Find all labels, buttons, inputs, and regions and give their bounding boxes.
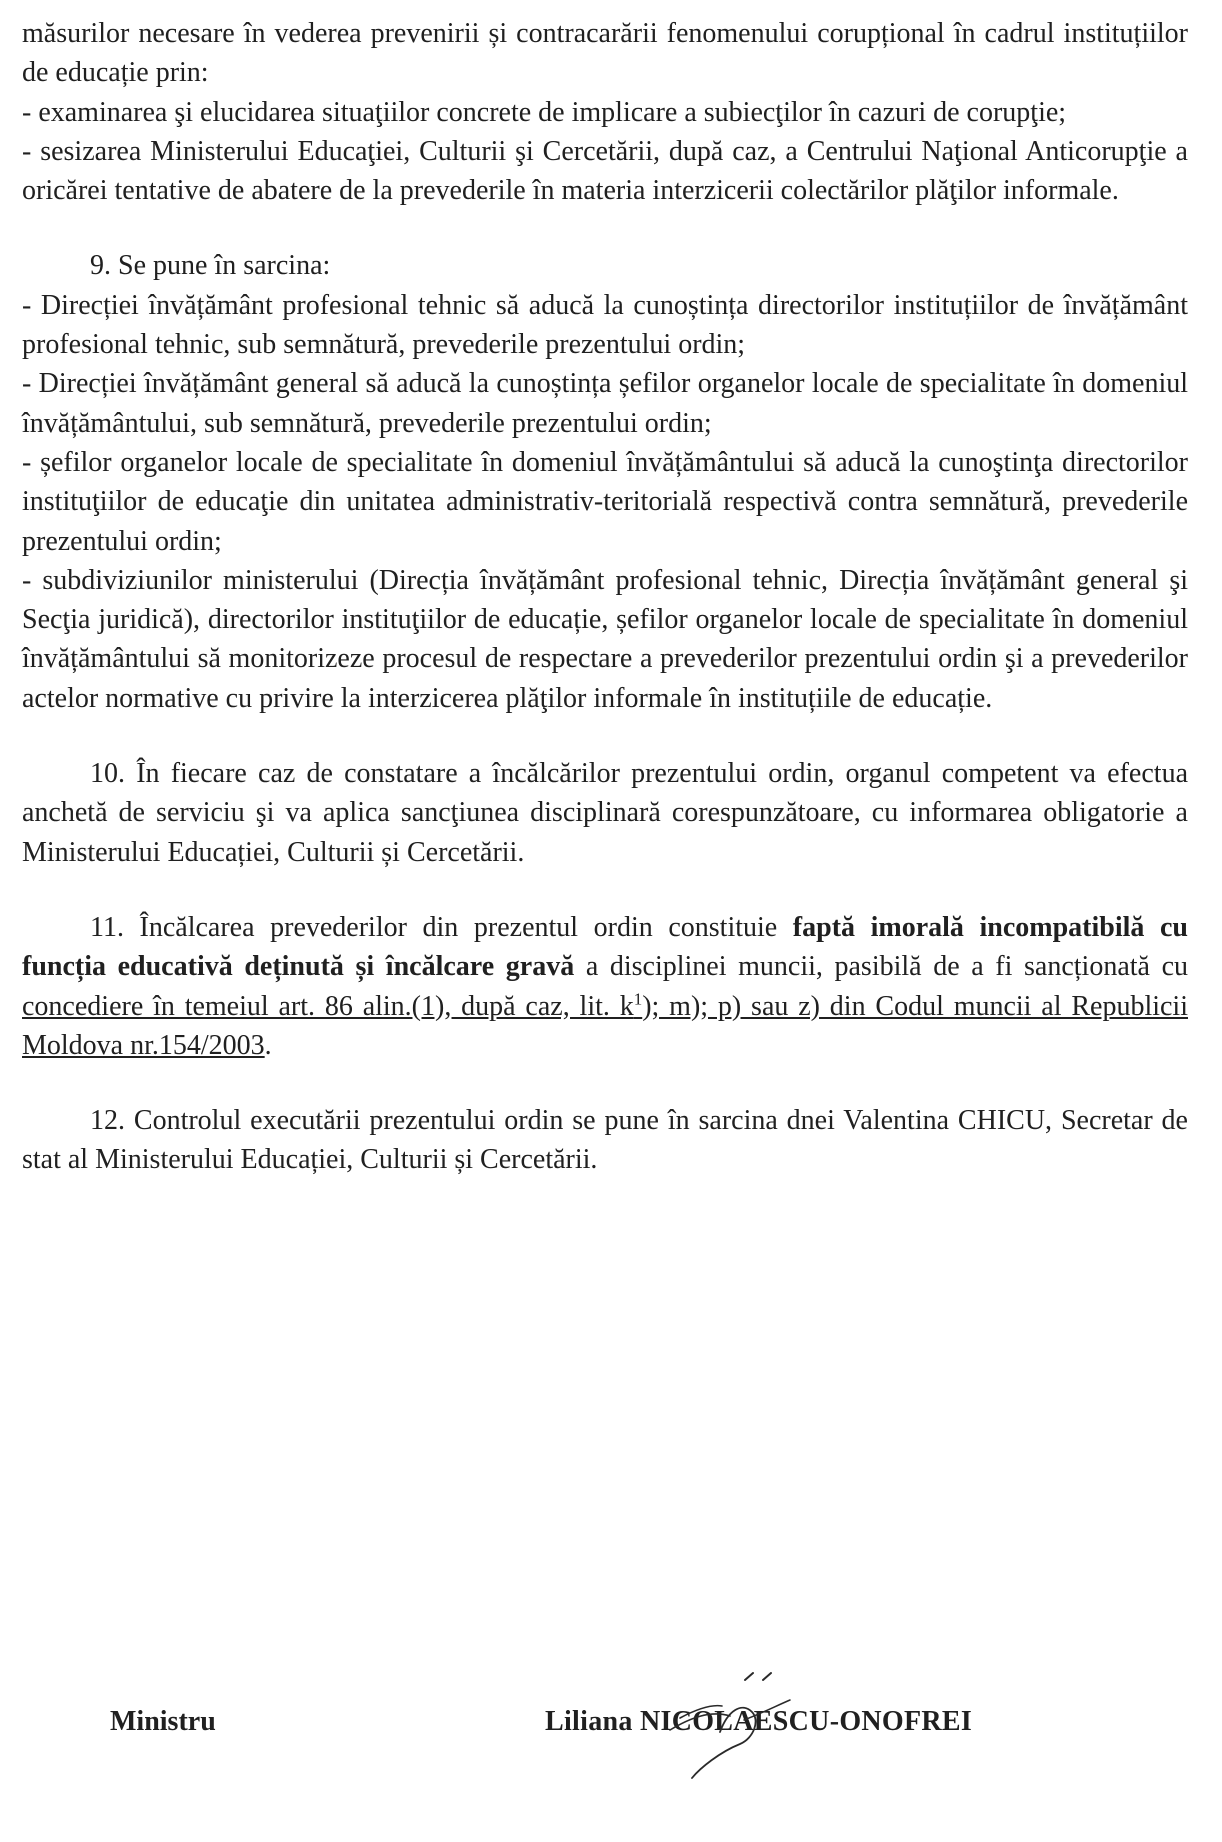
- paragraph-9-bullet-4: - subdiviziunilor ministerului (Direcția învățământ profesional tehnic, Direcția învățământ general şi Secţia juridică), directorilor instituţiilor de educație, șefilor organelor locale de specialitate în domeniul învățământului să monitorizeze procesul de respectare a prevederilor prezentului ordin şi a prevederilor actelor normative cu privire la interzicerea plăţilor informale în instituțiile de educație.: [22, 564, 1188, 714]
- paragraph-intro: măsurilor necesare în vederea prevenirii și contracarării fenomenului corupțional în cadrul instituțiilor de educație prin:: [22, 18, 1188, 89]
- paragraph-12: 12. Controlul executării prezentului ordin se pune în sarcina dnei Valentina CHICU, Secretar de stat al Ministerului Educației, Culturii și Cercetării.: [22, 1105, 1188, 1176]
- paragraph-11-underline: [22, 991, 1188, 1061]
- paragraph-9-title: 9. Se pune în sarcina:: [90, 250, 331, 282]
- paragraph-intro-bullet-1: - examinarea şi elucidarea situaţiilor concrete de implicare a subiecţilor în cazuri de corupţie;: [22, 96, 1067, 128]
- paragraph-11-bold: faptă imorală incompatibilă cu funcția educativă deținută și încălcare gravă: [22, 911, 1188, 983]
- paragraph-11-superscript: 1: [633, 989, 643, 1009]
- paragraph-9-bullet-1: - Direcției învățământ profesional tehnic să aducă la cunoștința directorilor instituțiilor de învățământ profesional tehnic, sub semnătură, prevederile prezentului ordin;: [22, 289, 1188, 361]
- paragraph-10: 10. În fiecare caz de constatare a încălcărilor prezentului ordin, organul competent va efectua anchetă de serviciu şi va aplica sancţiunea disciplinară corespunzătoare, cu informarea obligatorie a Ministerului Educației, Culturii și Cercetării.: [22, 758, 1188, 868]
- paragraph-9-bullet-3: - șefilor organelor locale de specialitate în domeniul învățământului să aducă la cunoştinţa directorilor instituţiilor de educaţie din unitatea administrativ-teritorială respectivă contra semnătură, prevederile prezentului ordin;: [22, 446, 1188, 557]
- paragraph-11-underline-b: ); m); p) sau z) din Codul muncii al Republicii Moldova nr.154/2003: [22, 990, 1188, 1061]
- paragraph-11: [22, 908, 1188, 1065]
- paragraph-11-text-a: 11. Încălcarea prevederilor din prezentul ordin constituie: [90, 911, 793, 943]
- paragraph-11-underline-a: concediere în temeiul art. 86 alin.(1), după caz, lit. k: [22, 990, 634, 1022]
- signature-block: [0, 1700, 1222, 1760]
- signatory-name: Liliana NICOLAESCU-ONOFREI: [545, 1706, 973, 1737]
- signatory-role: Ministru: [110, 1706, 216, 1737]
- paragraph-intro-bullet-2: - sesizarea Ministerului Educaţiei, Culturii şi Cercetării, după caz, a Centrului Naţional Anticorupţie a oricărei tentative de abatere de la prevederile în materia interzicerii colectărilor plăţilor informale.: [22, 135, 1188, 207]
- paragraph-9-bullet-2: - Direcției învățământ general să aducă la cunoștința șefilor organelor locale de specialitate în domeniul învățământului, sub semnătură, prevederile prezentului ordin;: [22, 368, 1188, 439]
- paragraph-11-end: .: [264, 1029, 272, 1061]
- paragraph-11-text-b: a disciplinei muncii, pasibilă de a fi sancționată cu: [574, 951, 1189, 983]
